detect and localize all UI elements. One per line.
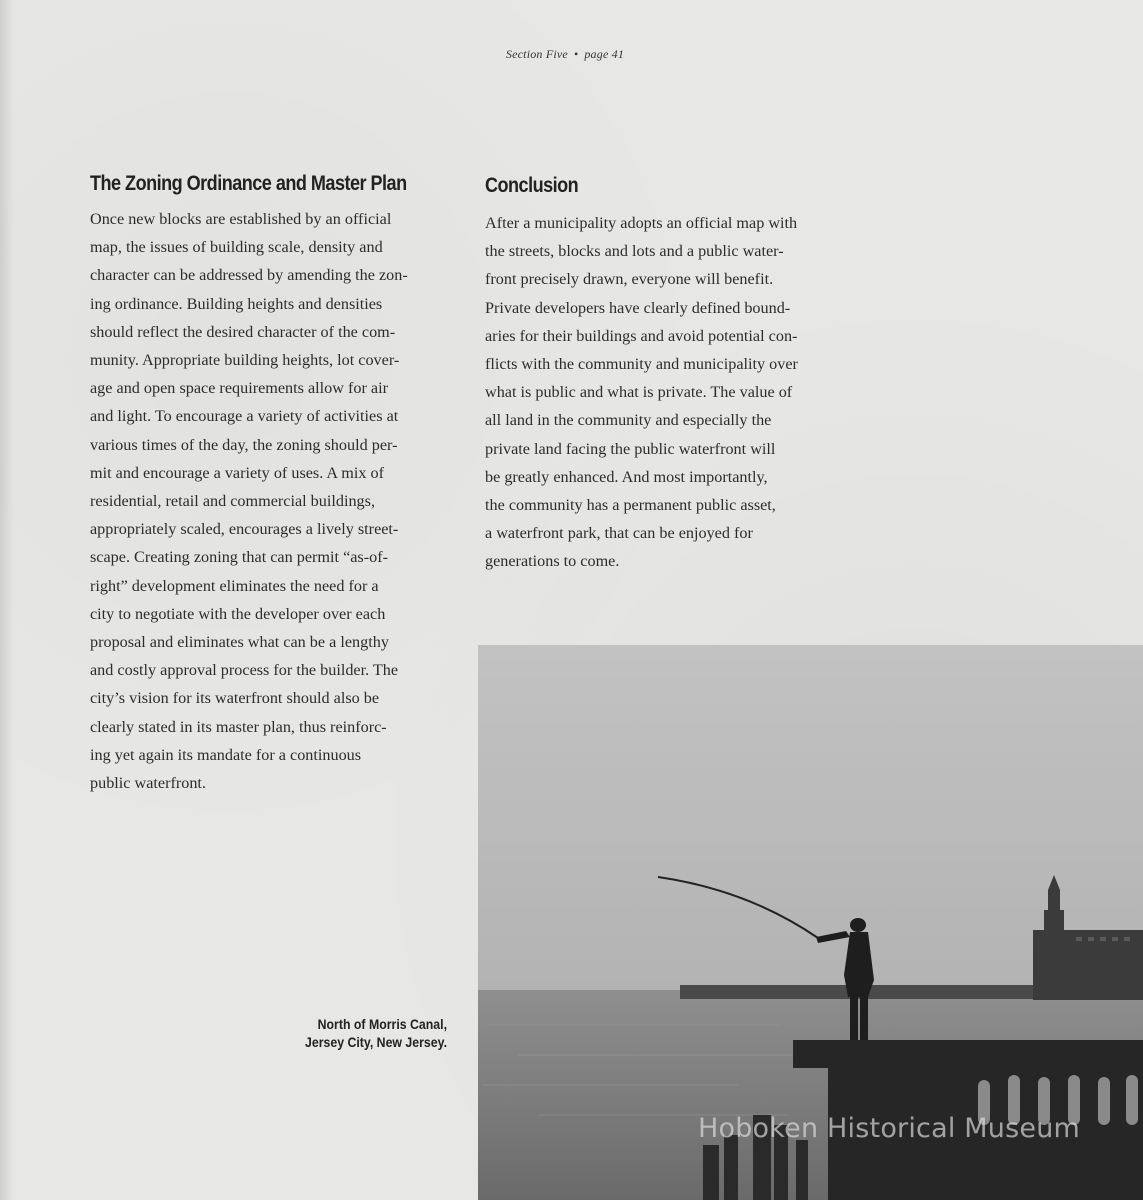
text-line: character can be addressed by amending the zon- xyxy=(90,266,408,285)
text-line: aries for their buildings and avoid potential con- xyxy=(485,326,798,345)
text-line: scape. Creating zoning that can permit “as-of- xyxy=(90,548,388,567)
text-line: clearly stated in its master plan, thus reinforc- xyxy=(90,717,387,736)
zoning-heading: The Zoning Ordinance and Master Plan xyxy=(90,172,407,195)
text-line: appropriately scaled, encourages a lively street- xyxy=(90,520,399,539)
text-line: city to negotiate with the developer over each xyxy=(90,604,386,623)
running-head xyxy=(0,47,1130,62)
text-line: map, the issues of building scale, density and xyxy=(90,238,383,257)
text-line: Private developers have clearly defined bound- xyxy=(485,298,791,317)
text-line: the community has a permanent public asset, xyxy=(485,496,776,515)
text-line: private land facing the public waterfront will xyxy=(485,439,776,458)
text-line: ing ordinance. Building heights and densities xyxy=(90,294,383,313)
text-line: and costly approval process for the builder. The xyxy=(90,661,399,680)
text-line: be greatly enhanced. And most importantly, xyxy=(485,467,768,486)
running-head-separator: • xyxy=(573,47,579,61)
text-line: a waterfront park, that can be enjoyed for xyxy=(485,524,753,543)
text-line: munity. Appropriate building heights, lot cover- xyxy=(90,351,400,370)
text-line: all land in the community and especially the xyxy=(485,411,772,430)
text-line: should reflect the desired character of the com- xyxy=(90,322,396,341)
page-gutter-shadow xyxy=(0,0,14,1200)
conclusion-paragraph xyxy=(485,209,855,576)
photo-caption xyxy=(256,1015,447,1051)
caption-line: North of Morris Canal, xyxy=(317,1016,447,1032)
text-line: Once new blocks are established by an official xyxy=(90,210,392,228)
conclusion-heading: Conclusion xyxy=(485,174,579,197)
text-line: ing yet again its mandate for a continuous xyxy=(90,745,362,764)
text-line: generations to come. xyxy=(485,552,620,571)
zoning-paragraph xyxy=(90,205,460,797)
text-line: front precisely drawn, everyone will benefit. xyxy=(485,270,774,289)
text-line: flicts with the community and municipality over xyxy=(485,355,798,374)
text-line: public waterfront. xyxy=(90,774,206,793)
text-line: right” development eliminates the need for a xyxy=(90,576,379,595)
museum-watermark: Hoboken Historical Museum xyxy=(698,1113,1081,1144)
text-line: residential, retail and commercial buildings, xyxy=(90,492,375,511)
text-line: various times of the day, the zoning should per- xyxy=(90,435,398,454)
text-line: what is public and what is private. The value of xyxy=(485,383,793,402)
text-line: age and open space requirements allow for air xyxy=(90,379,388,398)
caption-line: Jersey City, New Jersey. xyxy=(304,1034,447,1050)
text-line: After a municipality adopts an official map with xyxy=(485,214,798,232)
text-line: proposal and eliminates what can be a lengthy xyxy=(90,633,389,652)
section-label: Section Five xyxy=(505,47,568,61)
text-line: and light. To encourage a variety of activities at xyxy=(90,407,399,426)
text-line: city’s vision for its waterfront should also be xyxy=(90,689,380,708)
text-line: mit and encourage a variety of uses. A mix of xyxy=(90,463,384,482)
text-line: the streets, blocks and lots and a public water- xyxy=(485,242,784,261)
page-number: page 41 xyxy=(584,47,625,61)
